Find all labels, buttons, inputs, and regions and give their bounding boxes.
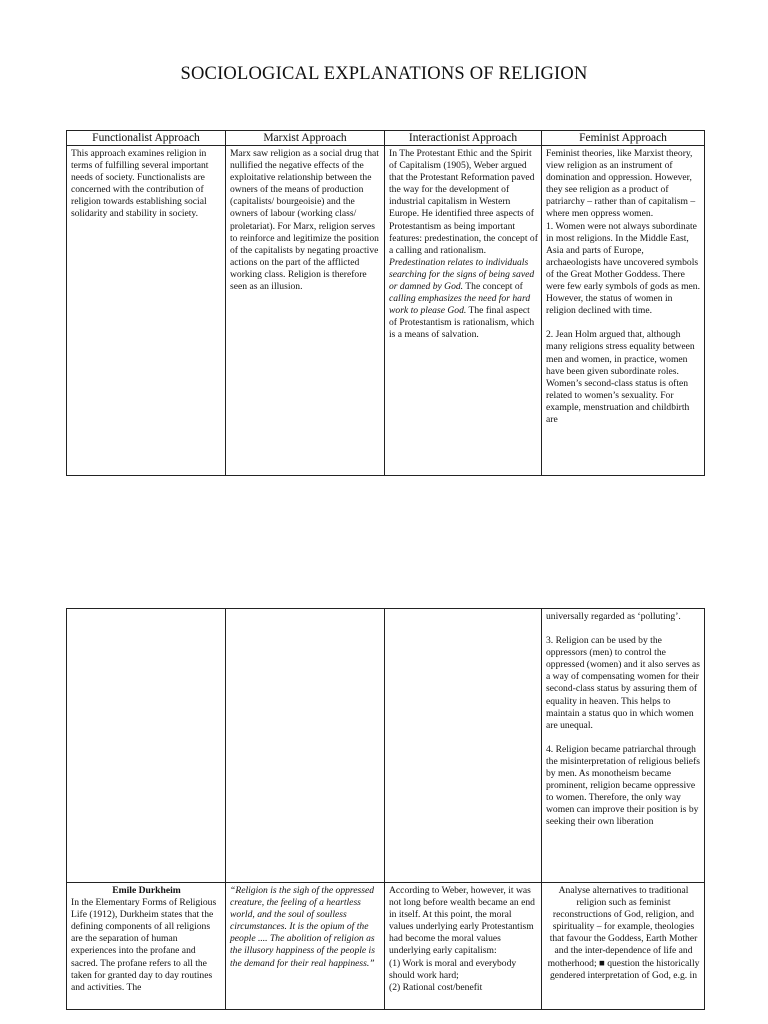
feminist-cell [542, 146, 705, 476]
marx-quote-cell: “Religion is the sigh of the oppressed creature, the feeling of a heartless world, and the soul of soulless circumstances. It is the opium of the people .... The abolition of religion as the illusory happiness of the people is the demand for their real happiness.” [226, 883, 385, 1010]
table-header-row [67, 131, 705, 146]
header-functionalist: Functionalist Approach [67, 131, 226, 146]
feminist-alternatives-cell: Analyse alternatives to traditional religion such as feminist reconstructions of God, religion, and spirituality – for example, theologies that favour the Goddess, Earth Mother and the inter-dependence of life and motherhood; ■ question the historically gendered interpretation of God, e.g. in [542, 883, 705, 1010]
feminist-point-1: 1. Women were not always subordinate in most religions. In the Middle East, Asia and parts of Europe, archaeologists have uncovered symbols of the Great Mother Goddess. There were few early symbols of gods as men. However, the status of women in religion declined with time. [546, 220, 700, 317]
feminist-point-4: 4. Religion became patriarchal through the misinterpretation of religious beliefs by men. As monotheism became prominent, religion became oppressive to women. Therefore, the only way women can improve their position is by seeking their own liberation [546, 743, 700, 828]
header-interactionist: Interactionist Approach [385, 131, 542, 146]
page-title: SOCIOLOGICAL EXPLANATIONS OF RELIGION [180, 64, 588, 84]
table-row [67, 883, 705, 1010]
header-marxist: Marxist Approach [226, 131, 385, 146]
feminist-intro: Feminist theories, like Marxist theory, view religion as an instrument of domination and oppression. However, they see religion as a product of patriarchy – rather than of capitalism – where men oppress women. [546, 148, 696, 220]
interactionist-cell: In The Protestant Ethic and the Spirit of Capitalism (1905), Weber argued that the Protestant Reformation paved the way for the development of industrial capitalism in Western Europe. He identified three aspects of Protestantism as being important features: predestination, the concept of a calling and rationalism. Predestination relates to individuals searching for the signs of being saved or damned by God. The concept of calling emphasizes the need for hard work to please God. The final aspect of Protestantism is rationalism, which is a means of salvation. [385, 146, 542, 476]
explanations-table-part-1 [66, 130, 705, 476]
marxist-empty-cell [226, 609, 385, 883]
feminist-continued-cell: universally regarded as ‘polluting’. 3. Religion can be used by the oppressors (men) to control the oppressed (women) and it also serves as a way of compensating women for their second-class status by assuring them of equality in heaven. This helps to maintain a status quo in which women are unequal. 4. Religion became patriarchal through the misinterpretation of religious beliefs by men. As monotheism became prominent, religion became oppressive to women. Therefore, the only way women can improve their position is by seeking their own liberation [542, 609, 705, 883]
marxist-cell: Marx saw religion as a social drug that nullified the negative effects of the exploitative relationship between the owners of the means of production (capitalists/ bourgeoisie) and the owners of labour (working class/ proletariat). For Marx, religion serves to reinforce and legitimize the position of the capitalists by negating proactive actions on the part of the afflicted working class. Religion is therefore seen as an illusion. [226, 146, 385, 476]
explanations-table-part-2 [66, 608, 705, 1010]
table-row [67, 609, 705, 883]
durkheim-heading: Emile Durkheim [112, 885, 181, 896]
header-feminist: Feminist Approach [542, 131, 705, 146]
feminist-point-2: 2. Jean Holm argued that, although many religions stress equality between men and women, in practice, women have been given subordinate roles. Women’s second-class status is often related to women’s sexuality. For example, menstruation and childbirth are [546, 329, 695, 425]
functionalist-cell: This approach examines religion in terms of fulfilling several important needs of society. Functionalists are concerned with the contribution of religion towards establishing social solidarity and stability in society. [67, 146, 226, 476]
functionalist-empty-cell [67, 609, 226, 883]
weber-cell: According to Weber, however, it was not long before wealth became an end in itself. At this point, the moral values underlying early Protestantism had become the moral values underlying early capitalism: (1) Work is moral and everybody should work hard; (2) Rational cost/benefit [385, 883, 542, 1010]
interactionist-empty-cell [385, 609, 542, 883]
table-row [67, 146, 705, 476]
durkheim-cell: Emile Durkheim In the Elementary Forms of Religious Life (1912), Durkheim states that the defining components of all religions are the separation of human experiences into the profane and sacred. The profane refers to all the taken for granted day to day routines and activities. The [67, 883, 226, 1010]
feminist-point-3: 3. Religion can be used by the oppressors (men) to control the oppressed (women) and it also serves as a way of compensating women for their second-class status by assuring them of equality in heaven. This helps to maintain a status quo in which women are unequal. [546, 635, 700, 731]
